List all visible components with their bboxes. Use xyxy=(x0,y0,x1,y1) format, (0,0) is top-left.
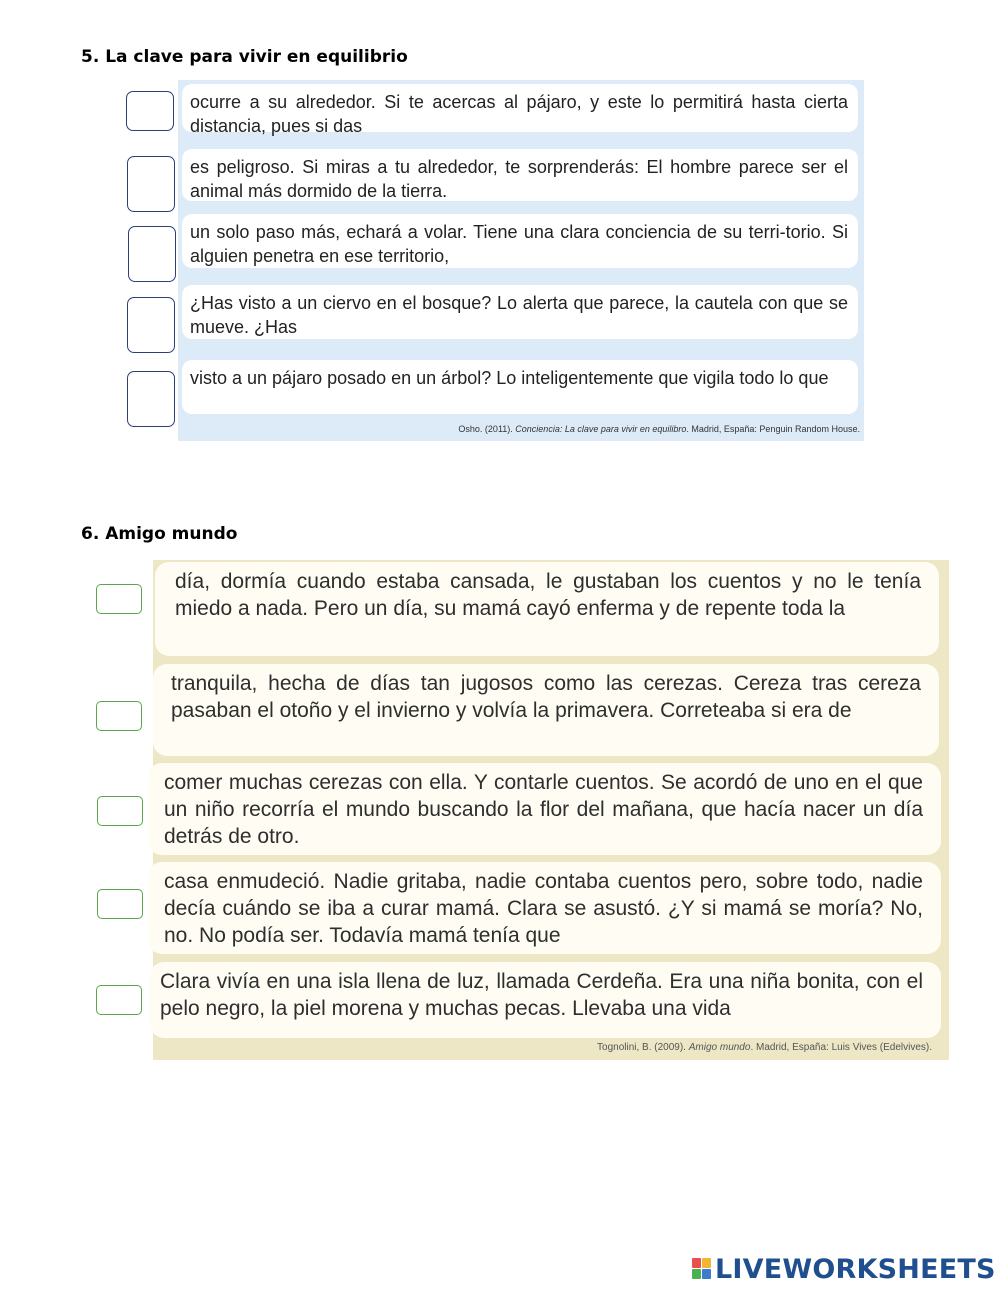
logo-square-icon xyxy=(692,1269,701,1279)
order-answer-box[interactable] xyxy=(96,701,142,731)
order-answer-box[interactable] xyxy=(127,371,175,427)
logo-square-icon xyxy=(692,1258,701,1268)
section-5-fragment: un solo paso más, echará a volar. Tiene una clara conciencia de su terri-torio. Si alguien penetra en ese territorio, xyxy=(182,214,858,268)
order-answer-box[interactable] xyxy=(96,985,142,1015)
liveworksheets-icon xyxy=(692,1258,712,1280)
section-5-fragment: ocurre a su alrededor. Si te acercas al pájaro, y este lo permitirá hasta cierta distancia, pues si das xyxy=(182,84,858,132)
section-5-citation: Osho. (2011). Conciencia: La clave para vivir en equilibro. Madrid, España: Penguin Random House. xyxy=(458,424,860,434)
order-answer-box[interactable] xyxy=(96,584,142,614)
section-5-fragment: visto a un pájaro posado en un árbol? Lo inteligentemente que vigila todo lo que xyxy=(182,360,858,414)
order-answer-box[interactable] xyxy=(97,889,143,919)
order-answer-box[interactable] xyxy=(127,156,175,212)
section-5-title: 5. La clave para vivir en equilibrio xyxy=(81,47,408,67)
order-answer-box[interactable] xyxy=(128,226,176,282)
logo-text: LIVEWORKSHEETS xyxy=(715,1253,996,1285)
logo-square-icon xyxy=(702,1269,711,1279)
liveworksheets-logo xyxy=(692,1253,996,1285)
order-answer-box[interactable] xyxy=(97,796,143,826)
logo-square-icon xyxy=(702,1258,711,1268)
section-6-citation: Tognolini, B. (2009). Amigo mundo. Madrid, España: Luis Vives (Edelvives). xyxy=(597,1042,932,1053)
section-5-fragment: ¿Has visto a un ciervo en el bosque? Lo alerta que parece, la cautela con que se mueve. ¿Has xyxy=(182,285,858,339)
section-6-fragment: Clara vivía en una isla llena de luz, llamada Cerdeña. Era una niña bonita, con el pelo negro, la piel morena y muchas pecas. Llevaba una vida xyxy=(150,962,941,1038)
section-5-fragment: es peligroso. Si miras a tu alrededor, te sorprenderás: El hombre parece ser el animal más dormido de la tierra. xyxy=(182,149,858,201)
section-6-fragment: día, dormía cuando estaba cansada, le gustaban los cuentos y no le tenía miedo a nada. Pero un día, su mamá cayó enferma y de repente toda la xyxy=(155,562,939,656)
section-6-fragment: comer muchas cerezas con ella. Y contarle cuentos. Se acordó de uno en el que un niño recorría el mundo buscando la flor del mañana, que hacía nacer un día detrás de otro. xyxy=(148,763,941,855)
order-answer-box[interactable] xyxy=(127,297,175,353)
order-answer-box[interactable] xyxy=(126,91,174,131)
section-6-fragment: casa enmudeció. Nadie gritaba, nadie contaba cuentos pero, sobre todo, nadie decía cuándo se iba a curar mamá. Clara se asustó. ¿Y si mamá se moría? No, no. No podía ser. Todavía mamá tenía que xyxy=(148,862,941,954)
section-6-fragment: tranquila, hecha de días tan jugosos como las cerezas. Cereza tras cereza pasaban el otoño y el invierno y volvía la primavera. Correteaba si era de xyxy=(153,664,939,756)
section-6-title: 6. Amigo mundo xyxy=(81,524,238,544)
